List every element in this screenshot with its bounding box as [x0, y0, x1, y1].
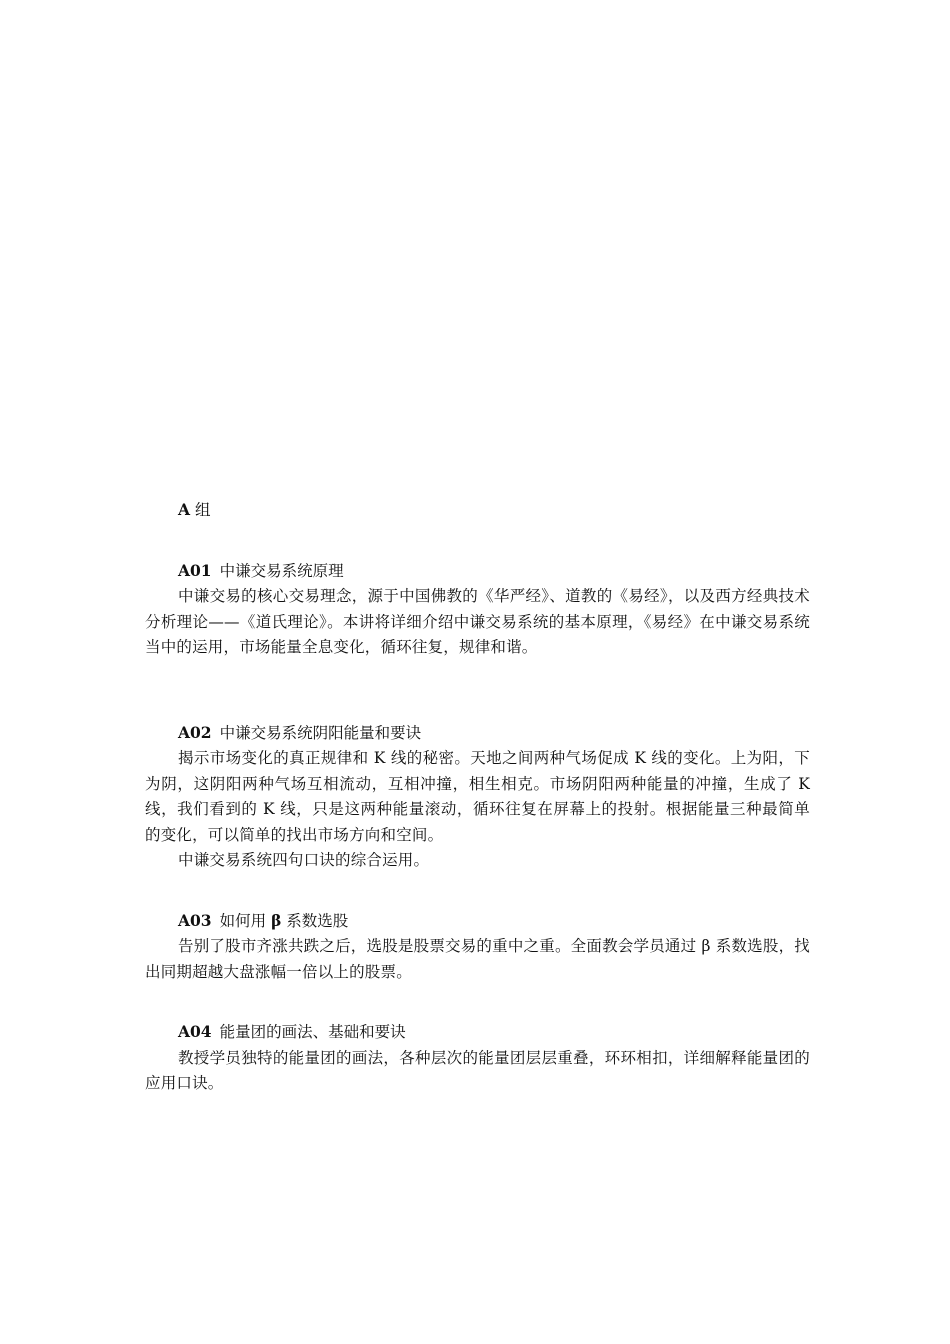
section-title-text: 中谦交易系统阴阳能量和要诀: [219, 723, 422, 742]
group-code: A: [178, 500, 191, 519]
group-label: 组: [194, 501, 211, 519]
section-title-text: 能量团的画法、基础和要诀: [219, 1023, 406, 1041]
section-title-text: 中谦交易系统原理: [219, 561, 344, 580]
section-paragraph: 告别了股市齐涨共跌之后，选股是股票交易的重中之重。全面教会学员通过 β 系数选股，找出同期超越大盘涨幅一倍以上的股票。: [145, 937, 810, 981]
section-a04: [145, 1019, 810, 1097]
section-title-beta: β: [271, 910, 282, 930]
section-a01: [145, 558, 810, 661]
section-code: A04: [178, 1022, 212, 1041]
section-paragraph: 揭示市场变化的真正规律和 K 线的秘密。天地之间两种气场促成 K 线的变化。上为阳，下为阴，这阴阳两种气场互相流动，互相冲撞，相生相克。市场阴阳两种能量的冲撞，生成了 K 线，我们看到的 K 线，只是这两种能量滚动，循环往复在屏幕上的投射。根据能量三种最简单的变化，可以简单的找出市场方向和空间。: [145, 749, 810, 844]
section-paragraph: 教授学员独特的能量团的画法，各种层次的能量团层层重叠，环环相扣，详细解释能量团的应用口诀。: [145, 1048, 810, 1092]
section-a03: [145, 908, 810, 986]
section-title: [145, 908, 810, 935]
section-title-suffix: 系数选股: [286, 911, 349, 930]
section-paragraph: 中谦交易系统四句口诀的综合运用。: [178, 851, 430, 869]
section-title: [145, 558, 810, 585]
section-a02: [145, 720, 810, 874]
section-title: [145, 720, 810, 747]
group-heading: [145, 497, 810, 524]
section-title-prefix: 如何用: [219, 911, 267, 930]
document-body: [145, 497, 810, 1097]
section-code: A03: [178, 910, 212, 930]
section-title: [145, 1019, 810, 1046]
section-paragraph: 中谦交易的核心交易理念，源于中国佛教的《华严经》、道教的《易经》，以及西方经典技术分析理论——《道氏理论》。本讲将详细介绍中谦交易系统的基本原理，《易经》在中谦交易系统当中的运用，市场能量全息变化，循环往复，规律和谐。: [145, 587, 810, 656]
section-code: A01: [178, 560, 212, 580]
section-code: A02: [178, 722, 212, 742]
